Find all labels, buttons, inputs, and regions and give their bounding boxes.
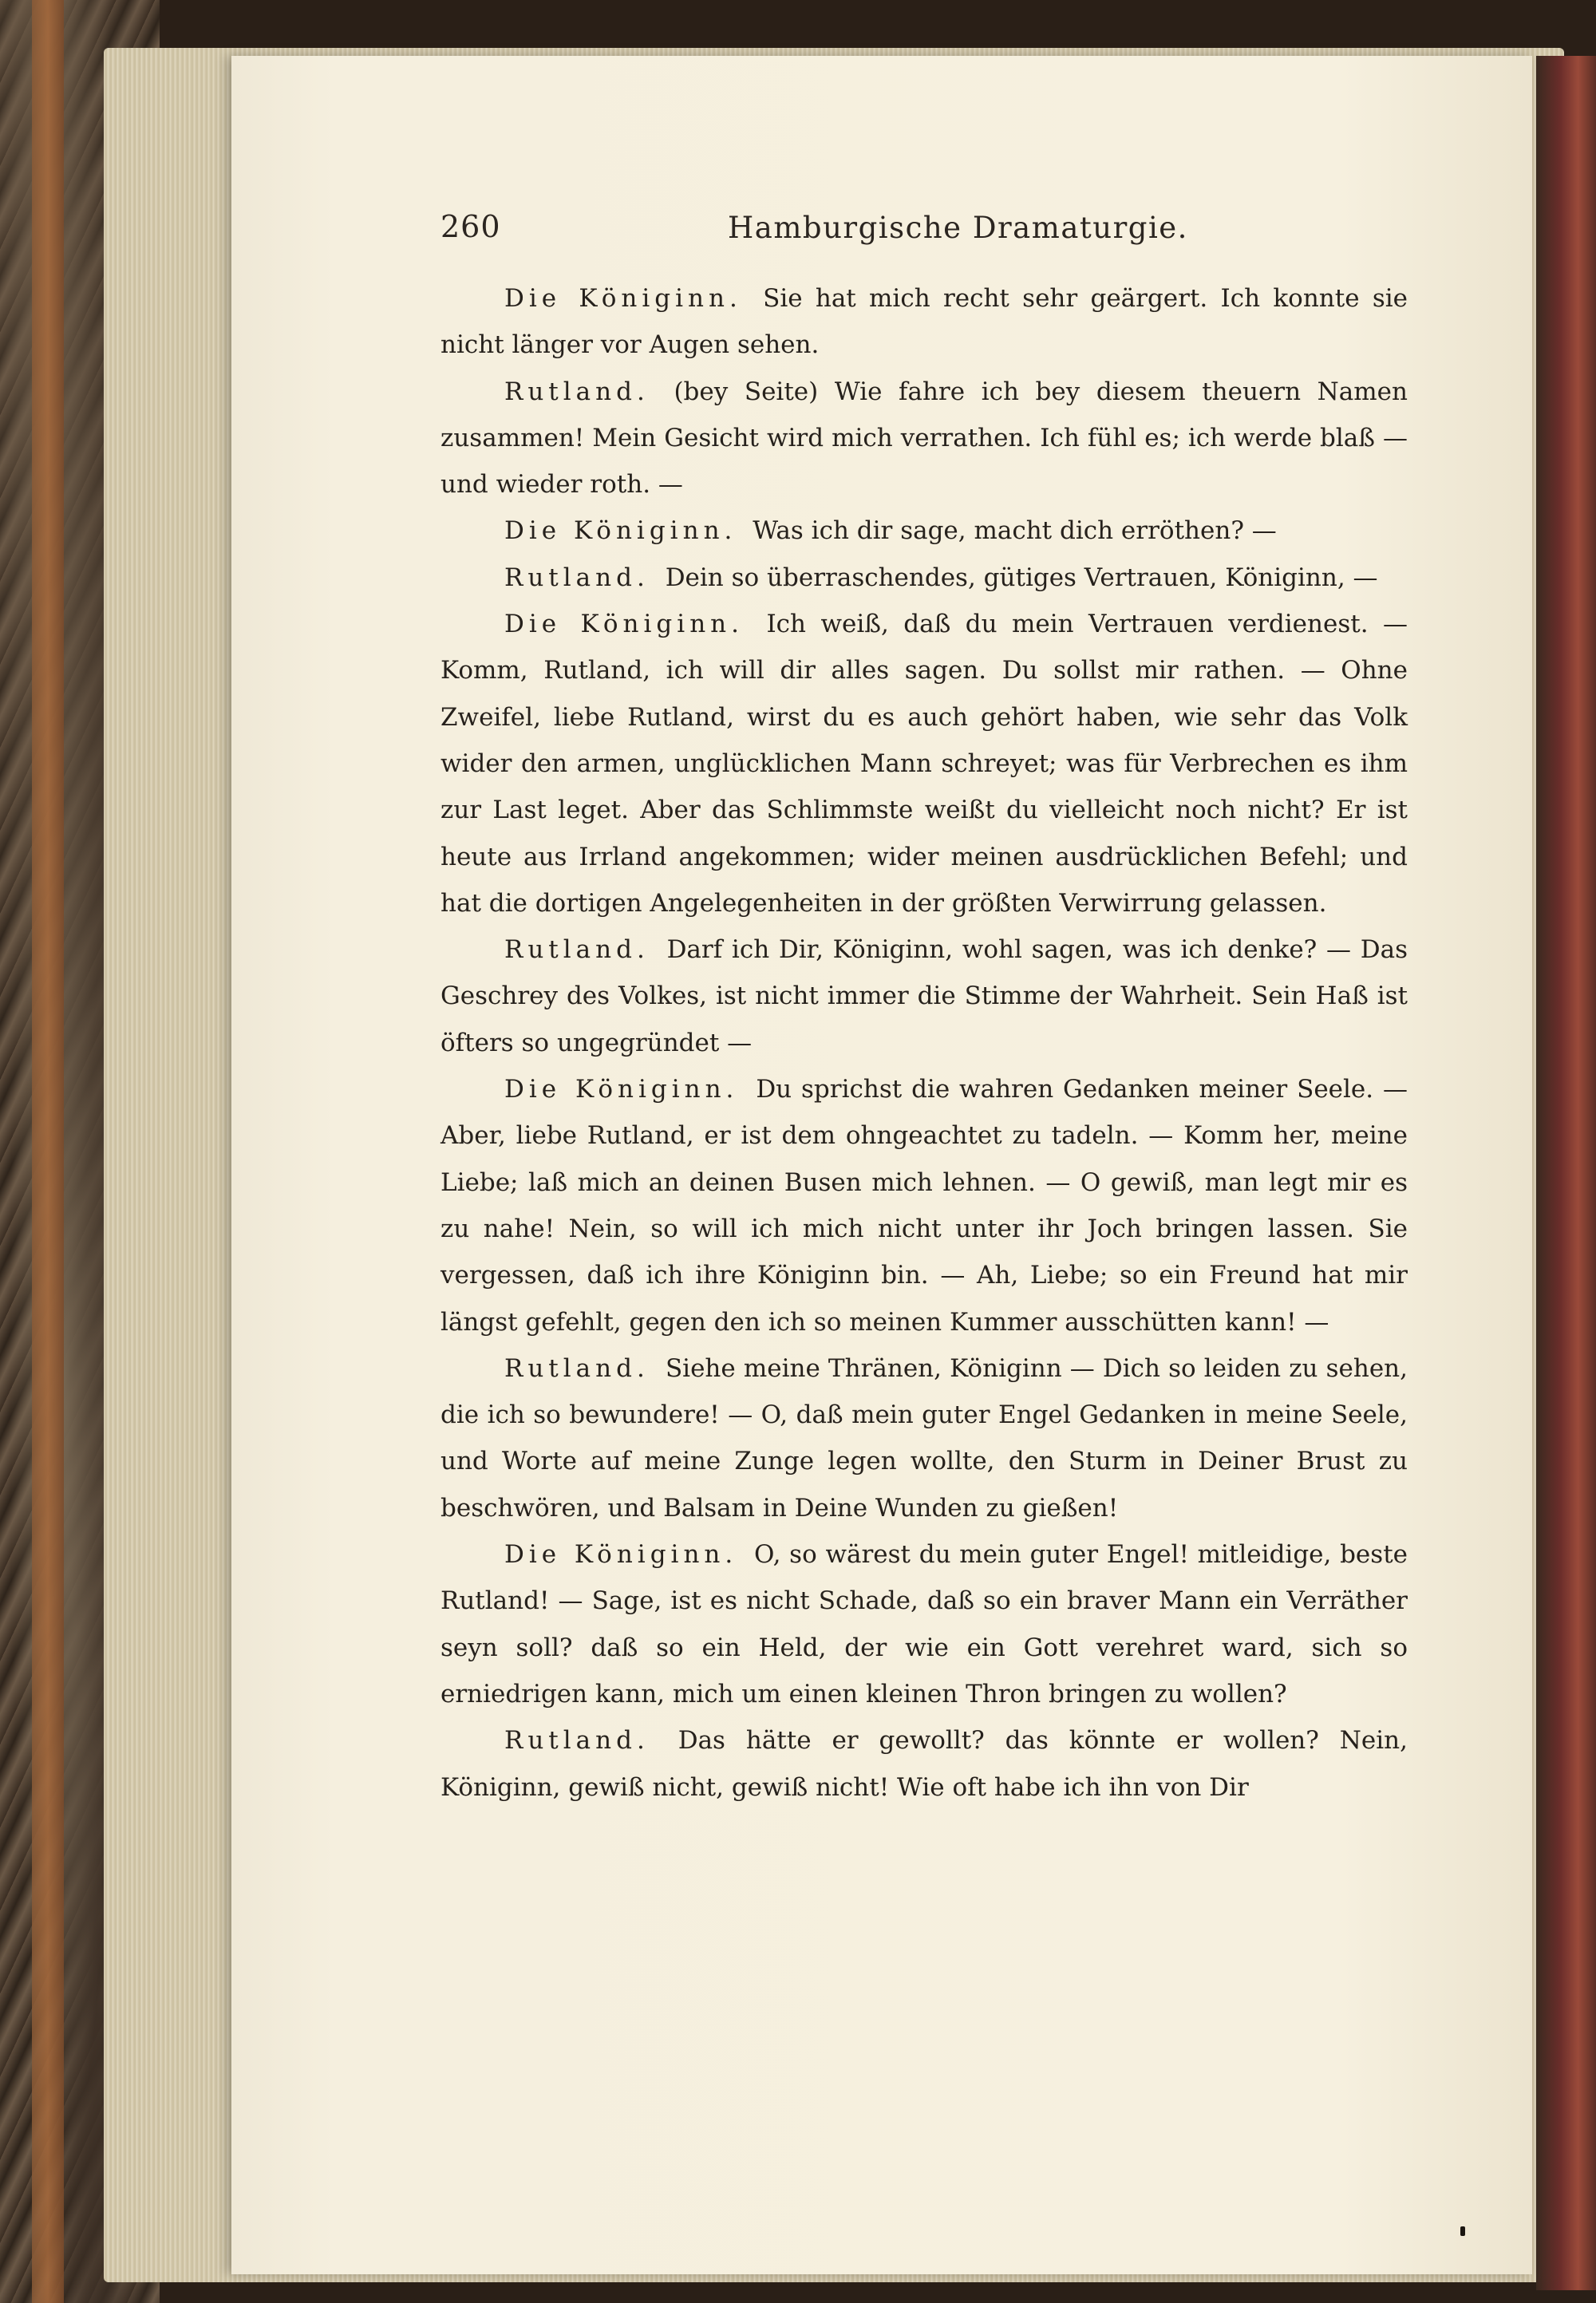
dialogue-paragraph bbox=[440, 508, 1408, 554]
dialogue-text: (bey Seite) Wie fahre ich bey diesem theuern Namen zusammen! Mein Gesicht wird mich verrathen. Ich fühl es; ich werde blaß — und wieder roth. — bbox=[440, 377, 1408, 500]
dialogue-paragraph bbox=[440, 555, 1408, 601]
dialogue-text: Ich weiß, daß du mein Vertrauen verdienest. — Komm, Rutland, ich will dir alles sagen. Du sollst mir rathen. — Ohne Zweifel, liebe Rutland, wirst du es auch gehört haben, wie sehr das Volk wider den armen, unglücklichen Mann schreyet; was für Verbrechen es ihm zur Last leget. Aber das Schlimmste weißt du vielleicht noch nicht? Er ist heute aus Irrland angekommen; wider meinen ausdrücklichen Befehl; und hat die dortigen Angelegenheiten in der größten Verwirrung gelassen. bbox=[440, 610, 1408, 918]
speaker-name: Die Königinn. bbox=[504, 610, 744, 639]
dialogue-text: Sie hat mich recht sehr geärgert. Ich konnte sie nicht länger vor Augen sehen. bbox=[440, 284, 1408, 360]
page-number: 260 bbox=[440, 209, 501, 244]
speaker-name: Rutland. bbox=[504, 1353, 650, 1383]
dialogue-text: Darf ich Dir, Königinn, wohl sagen, was ich denke? — Das Geschrey des Volkes, ist nicht immer die Stimme der Wahrheit. Sein Haß ist öfters so ungegründet — bbox=[440, 935, 1408, 1057]
printer-mark bbox=[1460, 2226, 1465, 2236]
dialogue-text: Siehe meine Thränen, Königinn — Dich so leiden zu sehen, die ich so bewundere! — O, daß mein guter Engel Gedanken in meine Seele, und Worte auf meine Zunge legen wollte, den Sturm in Deiner Brust zu beschwören, und Balsam in Deine Wunden zu gießen! bbox=[440, 1353, 1408, 1523]
speaker-name: Die Königinn. bbox=[504, 1540, 738, 1570]
dialogue-paragraph bbox=[440, 275, 1408, 369]
book-cover-edge bbox=[32, 0, 64, 2303]
dialogue-text: Du sprichst die wahren Gedanken meiner Seele. — Aber, liebe Rutland, er ist dem ohngeachtet zu tadeln. — Komm her, meine Liebe; laß mich an deinen Busen mich lehnen. — O gewiß, man legt mir es zu nahe! Nein, so will ich mich nicht unter ihr Joch bringen lassen. Sie vergessen, daß ich ihre Königinn bin. — Ah, Liebe; so ein Freund hat mir längst gefehlt, gegen den ich so meinen Kummer ausschütten kann! — bbox=[440, 1075, 1408, 1337]
dialogue-text: Das hätte er gewollt? das könnte er wollen? Nein, Königinn, gewiß nicht, gewiß nicht! Wie oft habe ich ihn von Dir bbox=[440, 1726, 1408, 1802]
speaker-name: Rutland. bbox=[504, 563, 650, 592]
speaker-name: Rutland. bbox=[504, 377, 650, 406]
speaker-name: Die Königinn. bbox=[504, 516, 737, 546]
speaker-name: Rutland. bbox=[504, 935, 650, 965]
dialogue-paragraph bbox=[440, 1345, 1408, 1531]
dialogue-paragraph bbox=[440, 1066, 1408, 1345]
speaker-name: Die Königinn. bbox=[504, 1075, 739, 1104]
dialogue-paragraph bbox=[440, 1717, 1408, 1811]
dialogue-paragraph bbox=[440, 1531, 1408, 1717]
dialogue-text: Was ich dir sage, macht dich erröthen? — bbox=[753, 516, 1277, 546]
facing-page-edge bbox=[1536, 56, 1596, 2290]
dialogue-paragraph bbox=[440, 369, 1408, 508]
dialogue-paragraph bbox=[440, 601, 1408, 926]
speaker-name: Die Königinn. bbox=[504, 284, 742, 313]
speaker-name: Rutland. bbox=[504, 1726, 650, 1756]
dialogue-text: O, so wärest du mein guter Engel! mitleidige, beste Rutland! — Sage, ist es nicht Schade, daß so ein braver Mann ein Verräther seyn soll? daß so ein Held, der wie ein Gott verehret ward, sich so erniedrigen kann, mich um einen kleinen Thron bringen zu wollen? bbox=[440, 1540, 1408, 1708]
dialogue-text: Dein so überraschendes, gütiges Vertrauen, Königinn, — bbox=[665, 563, 1378, 592]
running-title: Hamburgische Dramaturgie. bbox=[728, 211, 1188, 245]
dialogue-paragraph bbox=[440, 926, 1408, 1066]
page-header bbox=[440, 209, 1406, 257]
page-body bbox=[440, 275, 1408, 1811]
